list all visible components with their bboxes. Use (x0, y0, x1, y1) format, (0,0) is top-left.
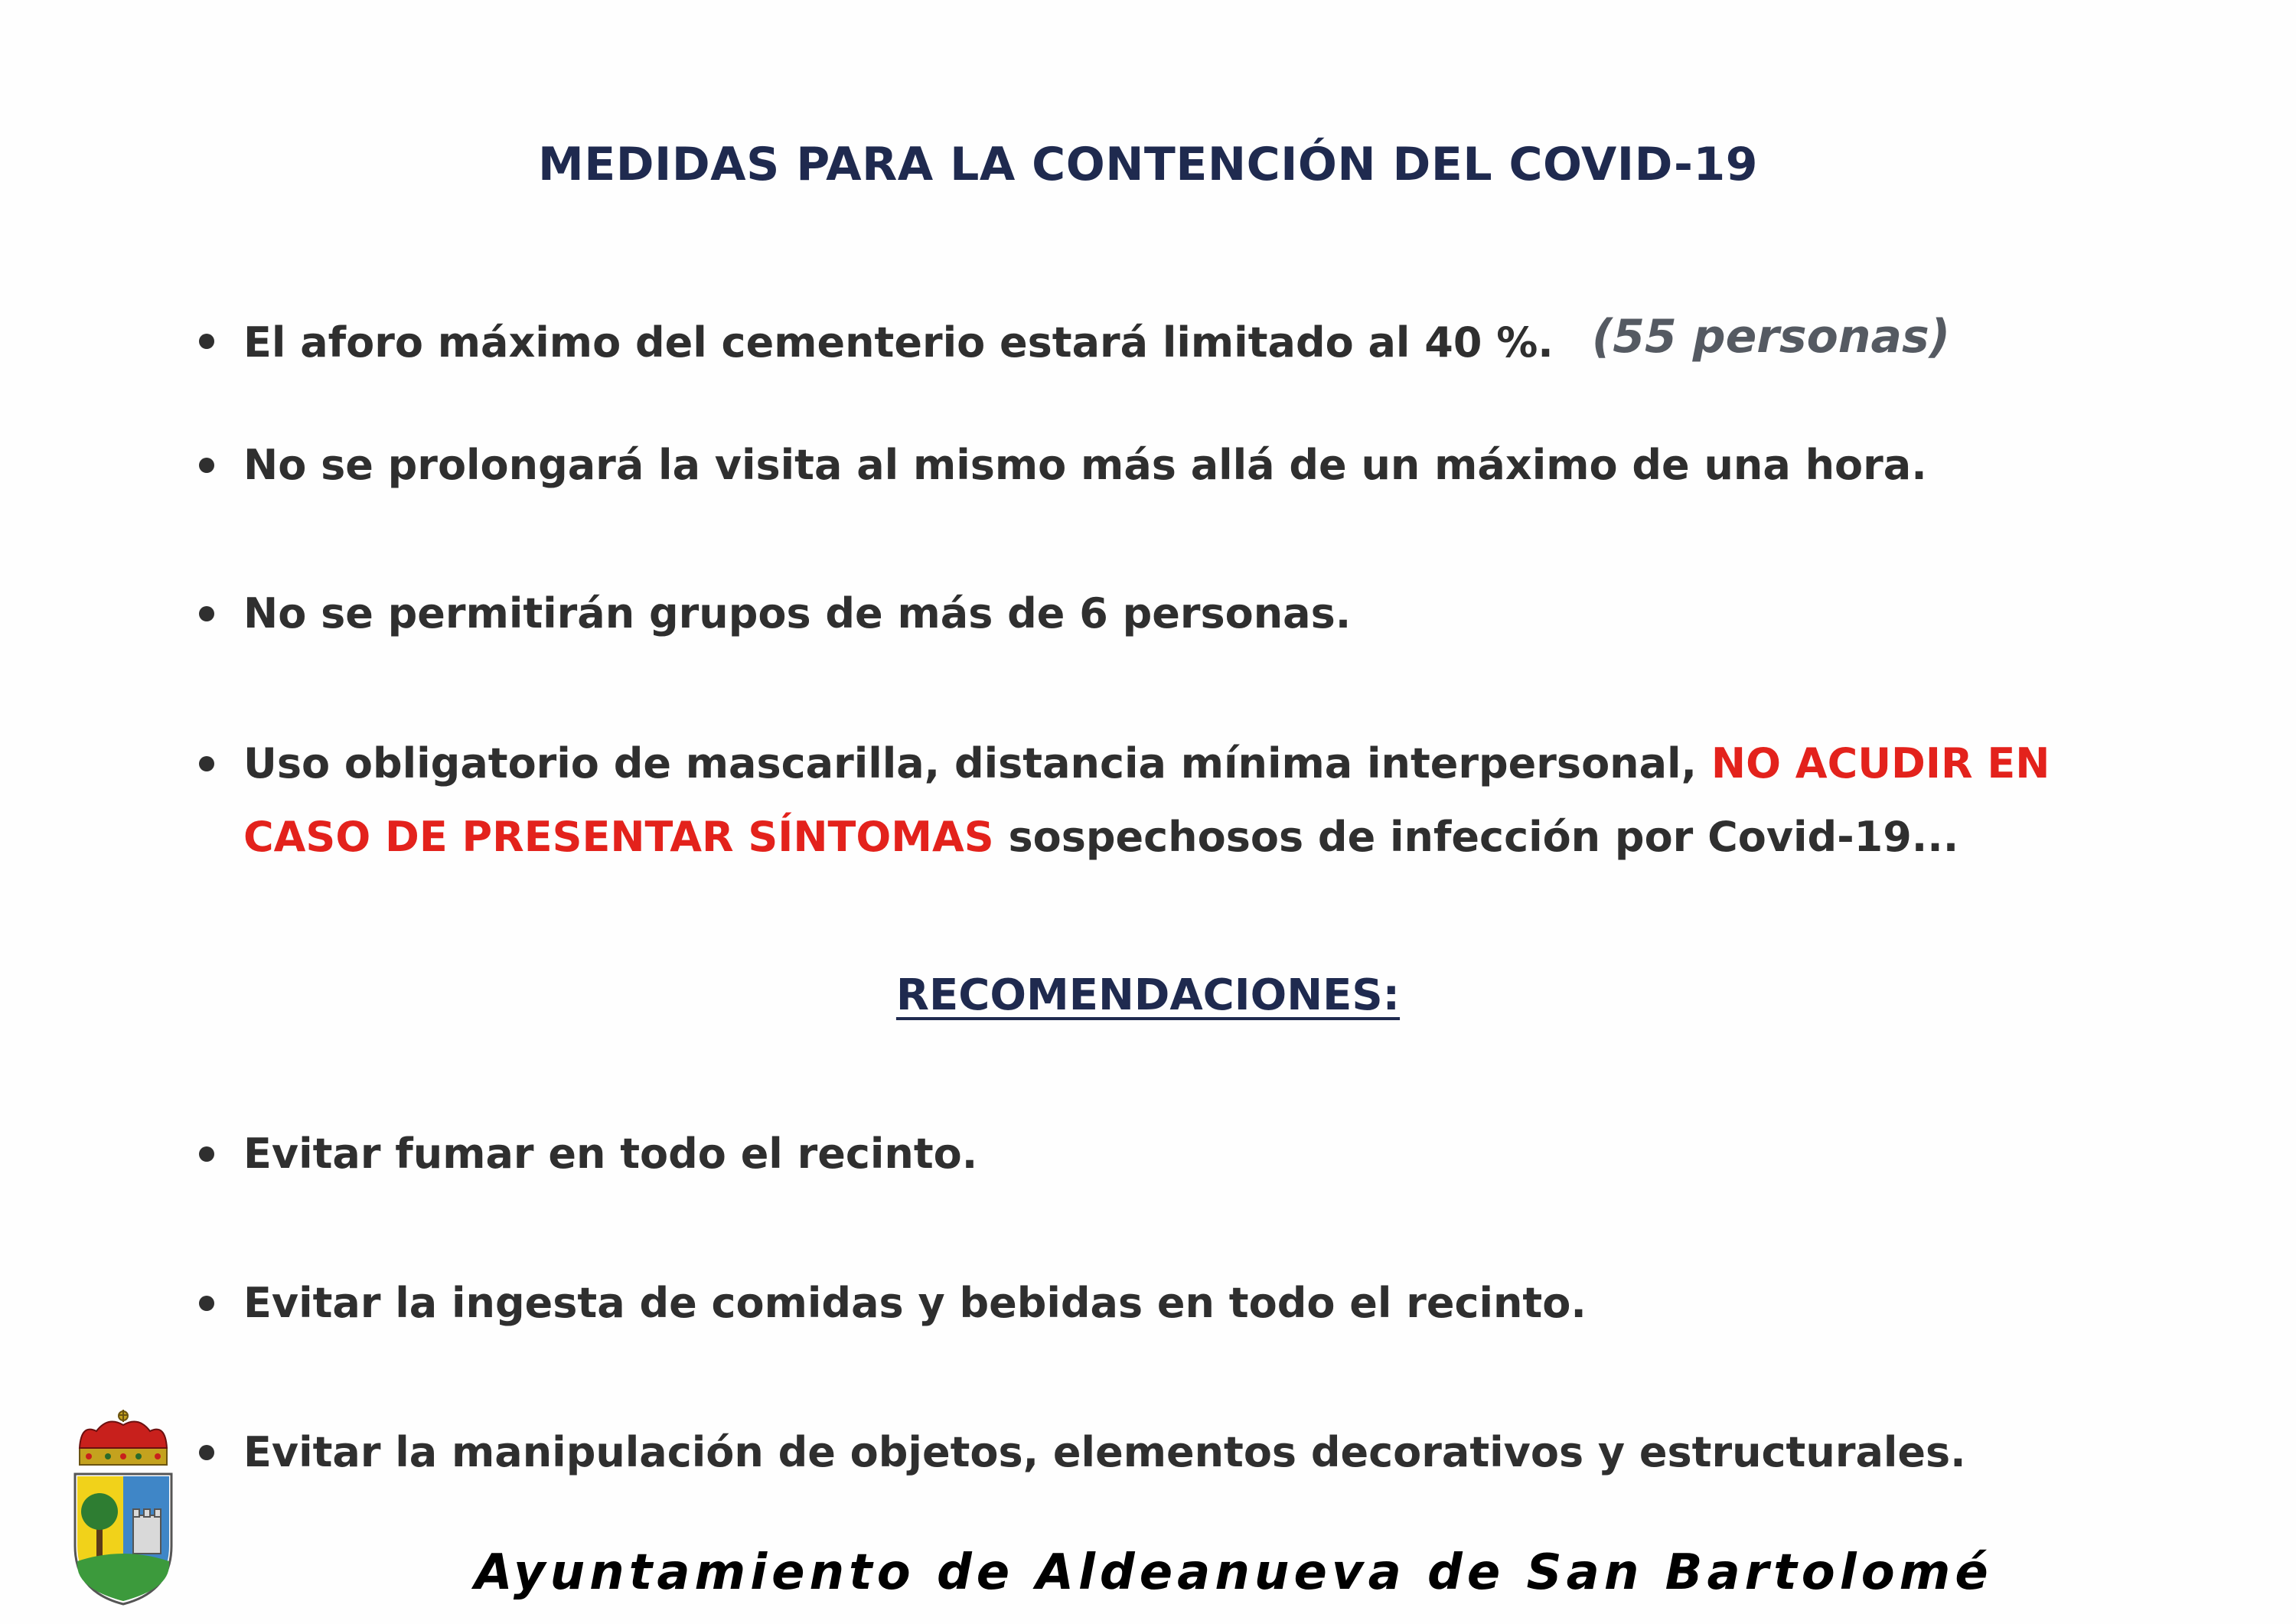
measure-text (243, 727, 2157, 874)
bullet-dot (199, 334, 214, 349)
measure-text-after: sospechosos de infección por Covid-19... (1008, 813, 1959, 861)
bullet-dot (199, 1445, 214, 1460)
recommendation-text: Evitar la ingesta de comidas y bebidas en todo el recinto. (243, 1279, 1587, 1327)
bullet-dot (199, 1146, 214, 1162)
recommendation-text: Evitar la manipulación de objetos, elementos decorativos y estructurales. (243, 1428, 1966, 1476)
bullet-dot (199, 458, 214, 473)
page-title: MEDIDAS PARA LA CONTENCIÓN DEL COVID-19 (538, 138, 1758, 191)
recommendations-heading-text: RECOMENDACIONES: (895, 970, 1401, 1020)
bullet-dot (199, 756, 214, 771)
measure-text-before: Uso obligatorio de mascarilla, distancia mínima interpersonal, (243, 739, 1698, 788)
warning-highlight: NO ACUDIR EN CASO DE PRESENTAR SÍNTOMAS (243, 739, 2050, 861)
recommendation-text: Evitar fumar en todo el recinto. (243, 1130, 978, 1178)
measure-text (243, 305, 2157, 380)
shield-icon (75, 1474, 171, 1604)
crown-icon (80, 1410, 167, 1465)
bullet-dot (199, 606, 214, 621)
bullet-dot (199, 1296, 214, 1311)
measure-text: No se permitirán grupos de más de 6 personas. (243, 589, 1352, 638)
recommendations-heading (0, 970, 2296, 1020)
municipality-signature: Ayuntamiento de Aldeanueva de San Bartolomé (475, 1544, 1993, 1601)
measure-text: No se prolongará la visita al mismo más allá de un máximo de una hora. (243, 441, 1927, 489)
capacity-note: (55 personas) (1591, 310, 1951, 364)
municipal-crest-icon (66, 1408, 181, 1607)
measure-text-main: El aforo máximo del cementerio estará limitado al 40 %. (243, 318, 1554, 367)
